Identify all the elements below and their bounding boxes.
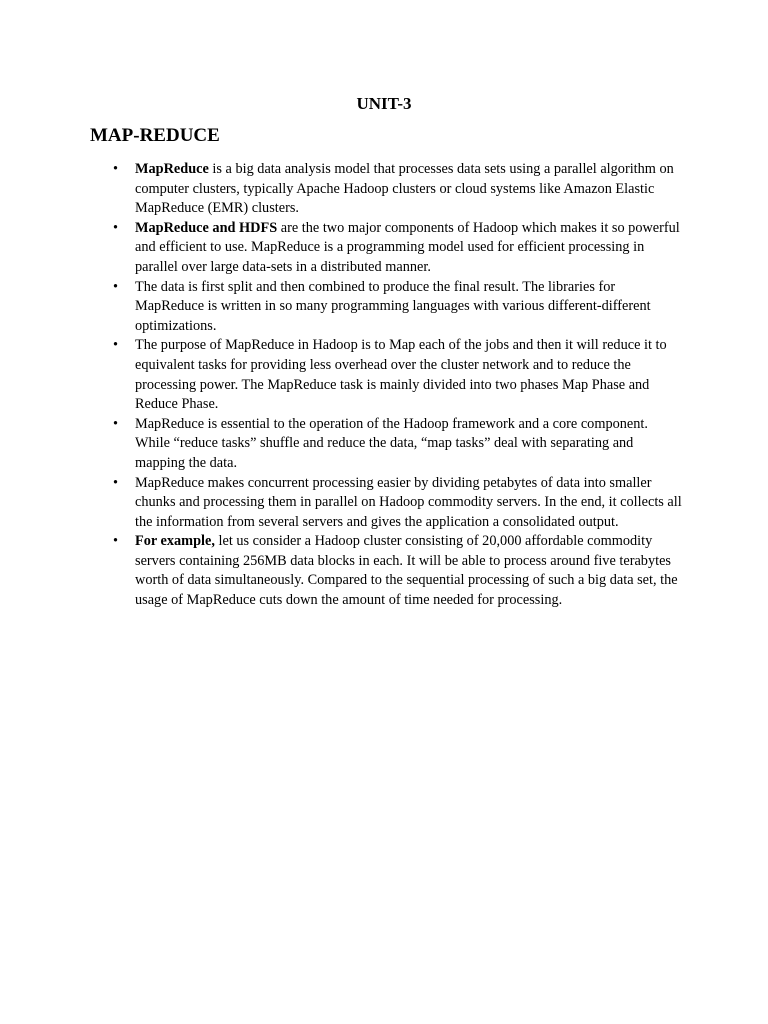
bullet-item xyxy=(135,415,683,474)
bullet-text: The purpose of MapReduce in Hadoop is to Map each of the jobs and then it will reduce it to equivalent tasks for providing less overhead over the cluster network and to reduce the processing power. The MapReduce task is mainly divided into two phases Map Phase and Reduce Phase. xyxy=(135,337,667,413)
bullet-text: let us consider a Hadoop cluster consisting of 20,000 affordable commodity servers containing 256MB data blocks in each. It will be able to process around five terabytes worth of data simultaneously. Compared to the sequential processing of such a big data set, the usage of MapReduce cuts down the amount of time needed for processing. xyxy=(135,533,678,609)
bullet-text: are the two major components of Hadoop which makes it so powerful and efficient to use. MapReduce is a programming model used for efficient processing in parallel over large data-sets in a distributed manner. xyxy=(135,219,680,275)
bullet-item xyxy=(135,532,683,610)
bullet-item xyxy=(135,336,683,414)
unit-title: UNIT-3 xyxy=(356,94,412,113)
section-title: MAP-REDUCE xyxy=(90,125,220,146)
bullet-bold-lead: For example, xyxy=(135,533,215,550)
bullet-text: MapReduce is essential to the operation of the Hadoop framework and a core component. While “reduce tasks” shuffle and reduce the data, “map tasks” deal with separating and mapping the data. xyxy=(135,415,648,471)
bullet-text: The data is first split and then combined to produce the final result. The libraries for MapReduce is written in so many programming languages with various different-different optimizations. xyxy=(135,278,651,334)
bullet-item xyxy=(135,219,683,278)
bullet-item xyxy=(135,474,683,533)
bullet-list xyxy=(135,160,683,611)
bullet-bold-lead: MapReduce and HDFS xyxy=(135,219,278,236)
bullet-text: is a big data analysis model that processes data sets using a parallel algorithm on computer clusters, typically Apache Hadoop clusters or cloud systems like Amazon Elastic MapReduce (EMR) clusters. xyxy=(135,161,674,217)
bullet-item xyxy=(135,278,683,337)
bullet-item xyxy=(135,160,683,219)
bullet-bold-lead: MapReduce xyxy=(135,161,209,177)
bullet-text: MapReduce makes concurrent processing easier by dividing petabytes of data into smaller chunks and processing them in parallel on Hadoop commodity servers. In the end, it collects all the information from several servers and gives the application a consolidated output. xyxy=(135,474,682,530)
